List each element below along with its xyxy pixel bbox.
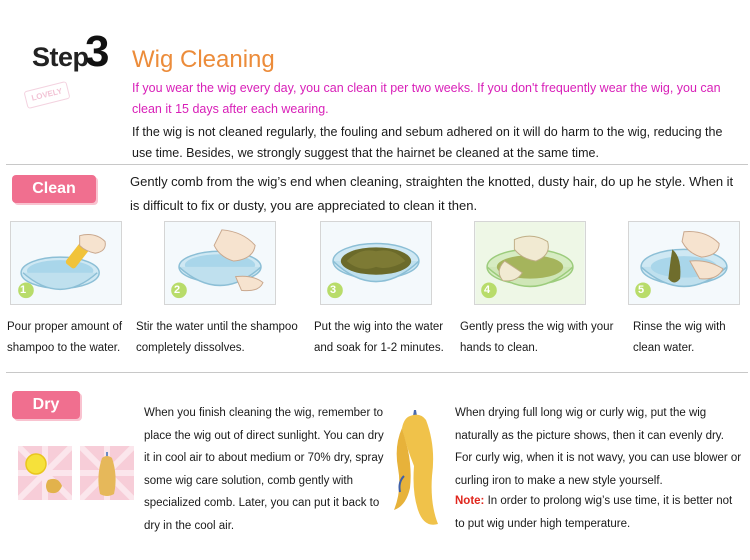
step-2-number: 2: [174, 284, 181, 296]
hanging-hair-illustration: [384, 406, 448, 530]
step-5-number: 5: [638, 284, 645, 296]
step-5-caption: Rinse the wig with clean water.: [633, 321, 726, 354]
sun-drying-icon: [18, 446, 72, 500]
clean-badge: Clean: [12, 175, 96, 203]
dry-instructions-right: When drying full long wig or curly wig, put the wig naturally as the picture shows, then it can evenly dry. For curly wig, when it is not wavy, you can use blower or curling iron to make a new style yourself.: [455, 407, 742, 487]
dry-badge: Dry: [12, 391, 80, 419]
step-label: Step: [32, 42, 89, 72]
page-title: Wig Cleaning: [132, 46, 275, 73]
step-1-caption: Pour proper amount of shampoo to the water.: [7, 321, 123, 354]
step-3-caption: Put the wig into the water and soak for 1-2 minutes.: [314, 321, 444, 354]
step-4-caption: Gently press the wig with your hands to clean.: [460, 321, 614, 354]
step-1-number: 1: [20, 284, 27, 296]
hanging-wig-icon: [80, 446, 134, 500]
divider: [6, 372, 748, 373]
step-2-caption: Stir the water until the shampoo completely dissolves.: [136, 321, 298, 354]
intro-highlight-text: If you wear the wig every day, you can clean it per two weeks. If you don't frequently wear the wig, you can clean it 15 days after each wearing.: [132, 81, 721, 116]
intro-text: If the wig is not cleaned regularly, the fouling and sebum adhered on it will do harm to the wig, reducing the use time. Besides, we strongly suggest that the hairnet be cleaned at the same time.: [132, 125, 723, 160]
dry-instructions-left: When you finish cleaning the wig, remember to place the wig out of direct sunlight. You can dry it in cool air to about medium or 70% dry, spray some wig care solution, comb gently with specialized comb. Later, you can put it back to dry in the cool air.: [144, 407, 384, 532]
step-3-number: 3: [330, 284, 337, 296]
divider: [6, 164, 748, 165]
clean-description: Gently comb from the wig’s end when cleaning, straighten the knotted, dusty hair, do up he style. When it is difficult to fix or dusty, you are appreciated to clean it then.: [130, 174, 734, 213]
lovely-stamp-logo: LOVELY: [23, 81, 70, 109]
step-number: 3: [85, 27, 110, 76]
note-label: Note:: [455, 495, 485, 507]
dry-note: [455, 490, 743, 535]
step-4-number: 4: [484, 284, 491, 296]
note-text: In order to prolong wig’s use time, it is better not to put wig under high temperature.: [455, 495, 733, 530]
